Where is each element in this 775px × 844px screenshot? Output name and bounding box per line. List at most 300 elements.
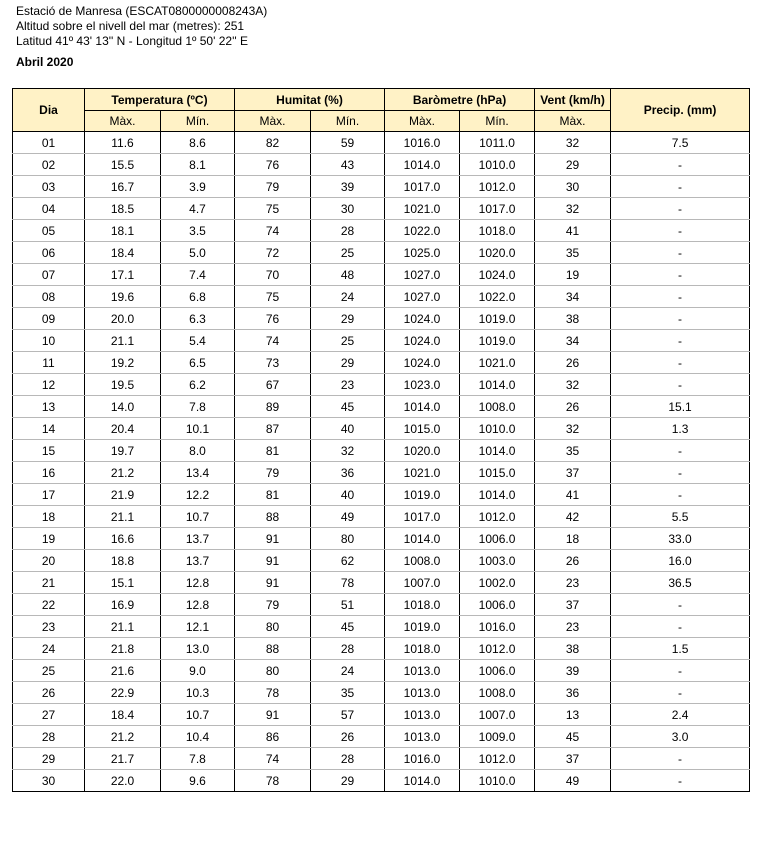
cell-precipitation: -: [611, 264, 750, 286]
cell-barometer-min: 1017.0: [460, 198, 535, 220]
cell-humidity-max: 81: [235, 484, 311, 506]
cell-precipitation: -: [611, 594, 750, 616]
cell-day: 03: [13, 176, 85, 198]
cell-barometer-max: 1016.0: [385, 132, 460, 154]
cell-barometer-max: 1023.0: [385, 374, 460, 396]
cell-day: 08: [13, 286, 85, 308]
cell-precipitation: 16.0: [611, 550, 750, 572]
cell-humidity-min: 45: [311, 616, 385, 638]
cell-wind-max: 38: [535, 308, 611, 330]
cell-precipitation: -: [611, 748, 750, 770]
cell-humidity-min: 39: [311, 176, 385, 198]
cell-wind-max: 32: [535, 418, 611, 440]
cell-humidity-max: 79: [235, 462, 311, 484]
cell-precipitation: 5.5: [611, 506, 750, 528]
cell-temp-min: 9.6: [161, 770, 235, 792]
cell-barometer-min: 1014.0: [460, 484, 535, 506]
cell-temp-max: 21.1: [85, 616, 161, 638]
cell-barometer-min: 1012.0: [460, 748, 535, 770]
cell-barometer-max: 1018.0: [385, 594, 460, 616]
cell-day: 18: [13, 506, 85, 528]
cell-temp-max: 20.0: [85, 308, 161, 330]
cell-barometer-max: 1013.0: [385, 660, 460, 682]
cell-barometer-min: 1003.0: [460, 550, 535, 572]
table-row: [13, 638, 750, 660]
cell-barometer-max: 1014.0: [385, 528, 460, 550]
cell-wind-max: 26: [535, 396, 611, 418]
station-header: [16, 4, 267, 70]
cell-temp-max: 16.7: [85, 176, 161, 198]
cell-precipitation: -: [611, 616, 750, 638]
table-row: [13, 616, 750, 638]
cell-barometer-max: 1021.0: [385, 198, 460, 220]
cell-humidity-max: 80: [235, 660, 311, 682]
cell-temp-min: 12.1: [161, 616, 235, 638]
cell-barometer-min: 1006.0: [460, 594, 535, 616]
cell-humidity-min: 24: [311, 660, 385, 682]
cell-barometer-max: 1019.0: [385, 484, 460, 506]
header-day: Dia: [13, 89, 85, 132]
cell-precipitation: 36.5: [611, 572, 750, 594]
header-humidity: Humitat (%): [235, 89, 385, 111]
cell-humidity-max: 86: [235, 726, 311, 748]
cell-humidity-max: 91: [235, 572, 311, 594]
table-body: [13, 132, 750, 792]
cell-wind-max: 36: [535, 682, 611, 704]
cell-barometer-min: 1024.0: [460, 264, 535, 286]
table-row: [13, 176, 750, 198]
cell-barometer-min: 1010.0: [460, 154, 535, 176]
cell-precipitation: 33.0: [611, 528, 750, 550]
cell-day: 21: [13, 572, 85, 594]
table-row: [13, 286, 750, 308]
cell-barometer-max: 1019.0: [385, 616, 460, 638]
cell-temp-max: 21.7: [85, 748, 161, 770]
cell-humidity-max: 88: [235, 506, 311, 528]
cell-precipitation: -: [611, 220, 750, 242]
cell-temp-max: 18.5: [85, 198, 161, 220]
cell-wind-max: 29: [535, 154, 611, 176]
subheader-barometer-max: Màx.: [385, 111, 460, 132]
cell-humidity-min: 59: [311, 132, 385, 154]
cell-temp-max: 21.1: [85, 506, 161, 528]
cell-humidity-min: 62: [311, 550, 385, 572]
cell-barometer-min: 1006.0: [460, 660, 535, 682]
cell-day: 09: [13, 308, 85, 330]
cell-precipitation: -: [611, 198, 750, 220]
cell-humidity-max: 78: [235, 682, 311, 704]
cell-wind-max: 35: [535, 242, 611, 264]
cell-barometer-min: 1011.0: [460, 132, 535, 154]
cell-temp-min: 5.4: [161, 330, 235, 352]
cell-temp-min: 6.8: [161, 286, 235, 308]
table-row: [13, 594, 750, 616]
cell-day: 20: [13, 550, 85, 572]
station-name: Estació de Manresa (ESCAT0800000008243A): [16, 4, 268, 18]
table-row: [13, 242, 750, 264]
cell-day: 25: [13, 660, 85, 682]
cell-barometer-min: 1021.0: [460, 352, 535, 374]
cell-barometer-max: 1020.0: [385, 440, 460, 462]
cell-barometer-min: 1009.0: [460, 726, 535, 748]
cell-wind-max: 23: [535, 572, 611, 594]
table-row: [13, 220, 750, 242]
cell-day: 17: [13, 484, 85, 506]
cell-temp-min: 10.7: [161, 704, 235, 726]
table-row: [13, 440, 750, 462]
cell-temp-max: 21.2: [85, 726, 161, 748]
subheader-temperature-max: Màx.: [85, 111, 161, 132]
cell-wind-max: 32: [535, 132, 611, 154]
cell-barometer-min: 1014.0: [460, 374, 535, 396]
cell-humidity-max: 91: [235, 528, 311, 550]
table-row: [13, 462, 750, 484]
cell-humidity-min: 29: [311, 308, 385, 330]
cell-temp-min: 8.0: [161, 440, 235, 462]
cell-humidity-min: 43: [311, 154, 385, 176]
table-row: [13, 418, 750, 440]
cell-wind-max: 34: [535, 330, 611, 352]
cell-barometer-min: 1010.0: [460, 770, 535, 792]
cell-temp-min: 7.8: [161, 396, 235, 418]
cell-humidity-min: 32: [311, 440, 385, 462]
cell-barometer-min: 1019.0: [460, 330, 535, 352]
cell-barometer-max: 1015.0: [385, 418, 460, 440]
cell-humidity-max: 74: [235, 220, 311, 242]
table-row: [13, 264, 750, 286]
cell-barometer-max: 1017.0: [385, 506, 460, 528]
cell-day: 12: [13, 374, 85, 396]
cell-temp-max: 16.6: [85, 528, 161, 550]
cell-barometer-max: 1022.0: [385, 220, 460, 242]
table-row: [13, 154, 750, 176]
cell-temp-min: 12.8: [161, 594, 235, 616]
cell-precipitation: -: [611, 352, 750, 374]
cell-temp-min: 9.0: [161, 660, 235, 682]
cell-precipitation: -: [611, 286, 750, 308]
table-row: [13, 572, 750, 594]
cell-humidity-min: 36: [311, 462, 385, 484]
cell-barometer-min: 1020.0: [460, 242, 535, 264]
cell-humidity-max: 78: [235, 770, 311, 792]
cell-humidity-min: 30: [311, 198, 385, 220]
cell-temp-max: 11.6: [85, 132, 161, 154]
cell-wind-max: 19: [535, 264, 611, 286]
cell-temp-max: 21.8: [85, 638, 161, 660]
cell-temp-min: 10.7: [161, 506, 235, 528]
cell-temp-max: 17.1: [85, 264, 161, 286]
subheader-humidity-min: Mín.: [311, 111, 385, 132]
cell-temp-min: 6.2: [161, 374, 235, 396]
cell-barometer-min: 1012.0: [460, 506, 535, 528]
cell-temp-max: 19.7: [85, 440, 161, 462]
cell-day: 26: [13, 682, 85, 704]
subheader-wind-max: Màx.: [535, 111, 611, 132]
cell-barometer-max: 1024.0: [385, 330, 460, 352]
cell-humidity-max: 70: [235, 264, 311, 286]
cell-wind-max: 26: [535, 352, 611, 374]
cell-temp-min: 13.0: [161, 638, 235, 660]
header-precipitation: Precip. (mm): [611, 89, 750, 132]
cell-wind-max: 42: [535, 506, 611, 528]
cell-precipitation: -: [611, 176, 750, 198]
cell-temp-max: 14.0: [85, 396, 161, 418]
cell-temp-min: 3.5: [161, 220, 235, 242]
table-row: [13, 308, 750, 330]
cell-humidity-min: 25: [311, 242, 385, 264]
cell-day: 02: [13, 154, 85, 176]
cell-humidity-min: 80: [311, 528, 385, 550]
cell-day: 01: [13, 132, 85, 154]
cell-humidity-max: 91: [235, 704, 311, 726]
cell-wind-max: 38: [535, 638, 611, 660]
cell-wind-max: 26: [535, 550, 611, 572]
cell-barometer-max: 1014.0: [385, 396, 460, 418]
cell-temp-min: 5.0: [161, 242, 235, 264]
cell-barometer-min: 1012.0: [460, 638, 535, 660]
cell-humidity-min: 48: [311, 264, 385, 286]
cell-temp-min: 13.7: [161, 528, 235, 550]
cell-temp-max: 18.4: [85, 704, 161, 726]
header-wind: Vent (km/h): [535, 89, 611, 111]
cell-temp-max: 16.9: [85, 594, 161, 616]
cell-barometer-max: 1013.0: [385, 682, 460, 704]
cell-humidity-min: 29: [311, 352, 385, 374]
cell-temp-max: 22.0: [85, 770, 161, 792]
cell-temp-max: 18.4: [85, 242, 161, 264]
cell-temp-max: 21.6: [85, 660, 161, 682]
cell-humidity-min: 26: [311, 726, 385, 748]
cell-wind-max: 41: [535, 484, 611, 506]
cell-barometer-min: 1006.0: [460, 528, 535, 550]
cell-wind-max: 32: [535, 374, 611, 396]
cell-barometer-max: 1025.0: [385, 242, 460, 264]
table-row: [13, 506, 750, 528]
cell-barometer-max: 1007.0: [385, 572, 460, 594]
cell-wind-max: 37: [535, 748, 611, 770]
cell-humidity-min: 49: [311, 506, 385, 528]
cell-humidity-max: 82: [235, 132, 311, 154]
table-row: [13, 330, 750, 352]
cell-temp-max: 18.8: [85, 550, 161, 572]
table-row: [13, 352, 750, 374]
cell-barometer-min: 1016.0: [460, 616, 535, 638]
cell-barometer-max: 1013.0: [385, 726, 460, 748]
header-temperature: Temperatura (ºC): [85, 89, 235, 111]
cell-humidity-max: 91: [235, 550, 311, 572]
cell-day: 16: [13, 462, 85, 484]
cell-barometer-max: 1018.0: [385, 638, 460, 660]
cell-temp-max: 19.5: [85, 374, 161, 396]
cell-precipitation: -: [611, 242, 750, 264]
cell-barometer-max: 1024.0: [385, 308, 460, 330]
cell-humidity-min: 28: [311, 748, 385, 770]
cell-temp-min: 7.8: [161, 748, 235, 770]
cell-precipitation: -: [611, 770, 750, 792]
cell-precipitation: 1.5: [611, 638, 750, 660]
cell-temp-min: 4.7: [161, 198, 235, 220]
cell-precipitation: -: [611, 660, 750, 682]
cell-temp-max: 21.2: [85, 462, 161, 484]
cell-humidity-max: 73: [235, 352, 311, 374]
cell-day: 14: [13, 418, 85, 440]
period-title: Abril 2020: [16, 55, 74, 69]
cell-humidity-max: 74: [235, 748, 311, 770]
cell-temp-min: 6.5: [161, 352, 235, 374]
cell-precipitation: -: [611, 330, 750, 352]
cell-humidity-min: 57: [311, 704, 385, 726]
cell-barometer-max: 1014.0: [385, 770, 460, 792]
cell-humidity-min: 45: [311, 396, 385, 418]
cell-temp-min: 8.6: [161, 132, 235, 154]
cell-temp-max: 19.6: [85, 286, 161, 308]
table-row: [13, 132, 750, 154]
cell-barometer-min: 1014.0: [460, 440, 535, 462]
cell-barometer-min: 1007.0: [460, 704, 535, 726]
header-barometer: Baròmetre (hPa): [385, 89, 535, 111]
cell-temp-max: 22.9: [85, 682, 161, 704]
cell-precipitation: 1.3: [611, 418, 750, 440]
cell-wind-max: 39: [535, 660, 611, 682]
cell-temp-min: 12.2: [161, 484, 235, 506]
cell-day: 06: [13, 242, 85, 264]
cell-wind-max: 32: [535, 198, 611, 220]
cell-barometer-max: 1014.0: [385, 154, 460, 176]
cell-day: 23: [13, 616, 85, 638]
table-row: [13, 484, 750, 506]
cell-humidity-max: 76: [235, 154, 311, 176]
cell-barometer-max: 1027.0: [385, 286, 460, 308]
cell-humidity-min: 29: [311, 770, 385, 792]
cell-barometer-max: 1008.0: [385, 550, 460, 572]
cell-barometer-max: 1021.0: [385, 462, 460, 484]
table-row: [13, 682, 750, 704]
cell-precipitation: -: [611, 462, 750, 484]
cell-barometer-min: 1010.0: [460, 418, 535, 440]
cell-humidity-min: 40: [311, 418, 385, 440]
cell-humidity-min: 23: [311, 374, 385, 396]
cell-barometer-min: 1012.0: [460, 176, 535, 198]
cell-temp-max: 21.1: [85, 330, 161, 352]
cell-humidity-min: 35: [311, 682, 385, 704]
cell-wind-max: 30: [535, 176, 611, 198]
cell-humidity-max: 75: [235, 286, 311, 308]
cell-precipitation: 7.5: [611, 132, 750, 154]
cell-wind-max: 41: [535, 220, 611, 242]
cell-day: 19: [13, 528, 85, 550]
cell-precipitation: 3.0: [611, 726, 750, 748]
cell-barometer-min: 1008.0: [460, 682, 535, 704]
cell-day: 10: [13, 330, 85, 352]
table-row: [13, 374, 750, 396]
cell-wind-max: 45: [535, 726, 611, 748]
cell-day: 22: [13, 594, 85, 616]
cell-barometer-min: 1019.0: [460, 308, 535, 330]
subheader-barometer-min: Mín.: [460, 111, 535, 132]
cell-day: 15: [13, 440, 85, 462]
station-altitude: Altitud sobre el nivell del mar (metres): 251: [16, 19, 245, 33]
cell-barometer-min: 1018.0: [460, 220, 535, 242]
cell-day: 29: [13, 748, 85, 770]
cell-day: 24: [13, 638, 85, 660]
cell-precipitation: -: [611, 682, 750, 704]
subheader-temperature-min: Mín.: [161, 111, 235, 132]
cell-precipitation: 15.1: [611, 396, 750, 418]
cell-temp-min: 7.4: [161, 264, 235, 286]
cell-temp-min: 13.4: [161, 462, 235, 484]
cell-temp-min: 10.1: [161, 418, 235, 440]
cell-day: 13: [13, 396, 85, 418]
cell-day: 11: [13, 352, 85, 374]
cell-day: 28: [13, 726, 85, 748]
cell-humidity-min: 40: [311, 484, 385, 506]
cell-wind-max: 23: [535, 616, 611, 638]
cell-barometer-min: 1002.0: [460, 572, 535, 594]
cell-day: 05: [13, 220, 85, 242]
cell-precipitation: -: [611, 484, 750, 506]
cell-humidity-min: 25: [311, 330, 385, 352]
weather-data-table: [12, 88, 750, 792]
cell-temp-max: 15.5: [85, 154, 161, 176]
cell-humidity-max: 67: [235, 374, 311, 396]
table-row: [13, 726, 750, 748]
cell-precipitation: -: [611, 308, 750, 330]
cell-temp-max: 20.4: [85, 418, 161, 440]
table-row: [13, 748, 750, 770]
cell-precipitation: -: [611, 154, 750, 176]
cell-wind-max: 34: [535, 286, 611, 308]
cell-temp-min: 8.1: [161, 154, 235, 176]
cell-humidity-min: 28: [311, 638, 385, 660]
cell-temp-min: 10.3: [161, 682, 235, 704]
cell-wind-max: 13: [535, 704, 611, 726]
cell-temp-min: 6.3: [161, 308, 235, 330]
cell-temp-max: 15.1: [85, 572, 161, 594]
cell-day: 30: [13, 770, 85, 792]
cell-precipitation: -: [611, 374, 750, 396]
cell-humidity-max: 79: [235, 594, 311, 616]
cell-day: 27: [13, 704, 85, 726]
subheader-humidity-max: Màx.: [235, 111, 311, 132]
cell-barometer-max: 1013.0: [385, 704, 460, 726]
cell-humidity-max: 75: [235, 198, 311, 220]
cell-humidity-max: 72: [235, 242, 311, 264]
cell-day: 04: [13, 198, 85, 220]
table-row: [13, 704, 750, 726]
cell-humidity-max: 74: [235, 330, 311, 352]
cell-barometer-min: 1008.0: [460, 396, 535, 418]
cell-day: 07: [13, 264, 85, 286]
cell-precipitation: -: [611, 440, 750, 462]
cell-humidity-min: 24: [311, 286, 385, 308]
cell-humidity-max: 88: [235, 638, 311, 660]
table-row: [13, 660, 750, 682]
cell-wind-max: 18: [535, 528, 611, 550]
cell-humidity-min: 78: [311, 572, 385, 594]
station-coordinates: Latitud 41º 43' 13'' N - Longitud 1º 50' 22'' E: [16, 34, 249, 48]
cell-humidity-max: 87: [235, 418, 311, 440]
cell-temp-max: 21.9: [85, 484, 161, 506]
cell-humidity-max: 81: [235, 440, 311, 462]
cell-barometer-max: 1016.0: [385, 748, 460, 770]
table-row: [13, 198, 750, 220]
cell-temp-max: 19.2: [85, 352, 161, 374]
cell-wind-max: 49: [535, 770, 611, 792]
cell-wind-max: 35: [535, 440, 611, 462]
cell-barometer-min: 1022.0: [460, 286, 535, 308]
table-row: [13, 396, 750, 418]
table-row: [13, 550, 750, 572]
